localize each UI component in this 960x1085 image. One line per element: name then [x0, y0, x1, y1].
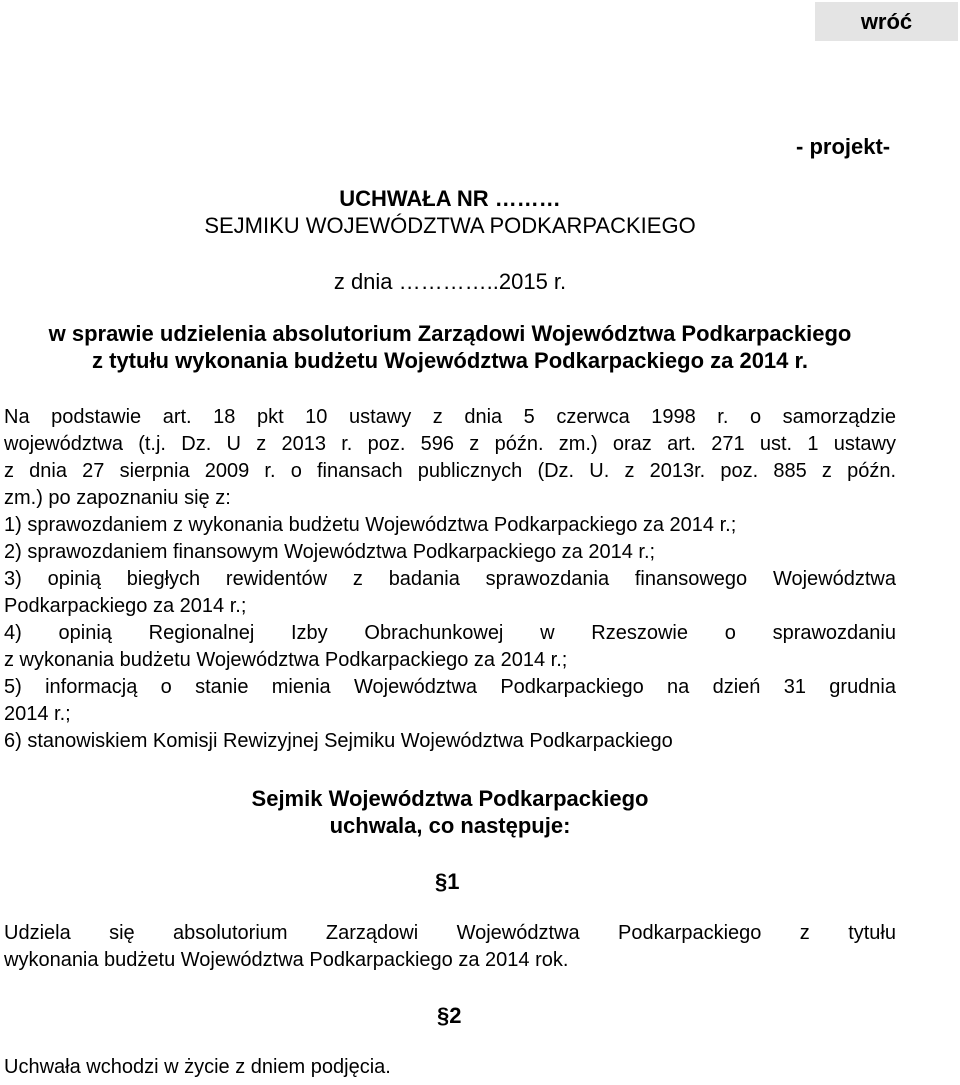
- preamble-item-4: 4) opinią Regionalnej Izby Obrachunkowej w Rzeszowie o sprawozdaniu: [4, 622, 896, 644]
- council-name-title: SEJMIKU WOJEWÓDZTWA PODKARPACKIEGO: [204, 213, 696, 238]
- resolution-number-title: UCHWAŁA NR ………: [339, 186, 561, 211]
- subject-line-1: w sprawie udzielenia absolutorium Zarządowi Województwa Podkarpackiego: [48, 321, 852, 346]
- preamble-line: województwa (t.j. Dz. U z 2013 r. poz. 596 z późn. zm.) oraz art. 271 ust. 1 ustawy: [4, 433, 896, 455]
- section-1-text: Udziela się absolutorium Zarządowi Województwa Podkarpackiego z tytułu: [4, 922, 896, 944]
- preamble-line: Na podstawie art. 18 pkt 10 ustawy z dnia 5 czerwca 1998 r. o samorządzie: [4, 406, 896, 428]
- date-line: z dnia …………..2015 r.: [333, 269, 567, 294]
- preamble-item-2: 2) sprawozdaniem finansowym Województwa Podkarpackiego za 2014 r.;: [4, 541, 656, 563]
- back-button[interactable]: wróć: [815, 2, 958, 41]
- resolution-line-1: Sejmik Województwa Podkarpackiego: [251, 786, 649, 811]
- preamble-line: zm.) po zapoznaniu się z:: [4, 487, 231, 509]
- preamble-line: z dnia 27 sierpnia 2009 r. o finansach publicznych (Dz. U. z 2013r. poz. 885 z późn.: [4, 460, 896, 482]
- preamble-item-3: 3) opinią biegłych rewidentów z badania sprawozdania finansowego Województwa: [4, 568, 896, 590]
- section-1-marker: §1: [435, 869, 460, 894]
- preamble-item-1: 1) sprawozdaniem z wykonania budżetu Województwa Podkarpackiego za 2014 r.;: [4, 514, 737, 536]
- draft-label: - projekt-: [796, 134, 891, 159]
- subject-line-2: z tytułu wykonania budżetu Województwa Podkarpackiego za 2014 r.: [92, 348, 808, 373]
- section-2-text: Uchwała wchodzi w życie z dniem podjęcia.: [4, 1056, 391, 1078]
- section-1-text-cont: wykonania budżetu Województwa Podkarpackiego za 2014 rok.: [4, 949, 569, 971]
- preamble-item-5: 5) informacją o stanie mienia Województwa Podkarpackiego na dzień 31 grudnia: [4, 676, 896, 698]
- preamble-item-4-cont: z wykonania budżetu Województwa Podkarpackiego za 2014 r.;: [4, 649, 568, 671]
- preamble-item-6: 6) stanowiskiem Komisji Rewizyjnej Sejmiku Województwa Podkarpackiego: [4, 730, 673, 752]
- preamble-item-3-cont: Podkarpackiego za 2014 r.;: [4, 595, 247, 617]
- resolution-line-2: uchwala, co następuje:: [329, 813, 571, 838]
- preamble-item-5-cont: 2014 r.;: [4, 703, 71, 725]
- section-2-marker: §2: [437, 1003, 462, 1028]
